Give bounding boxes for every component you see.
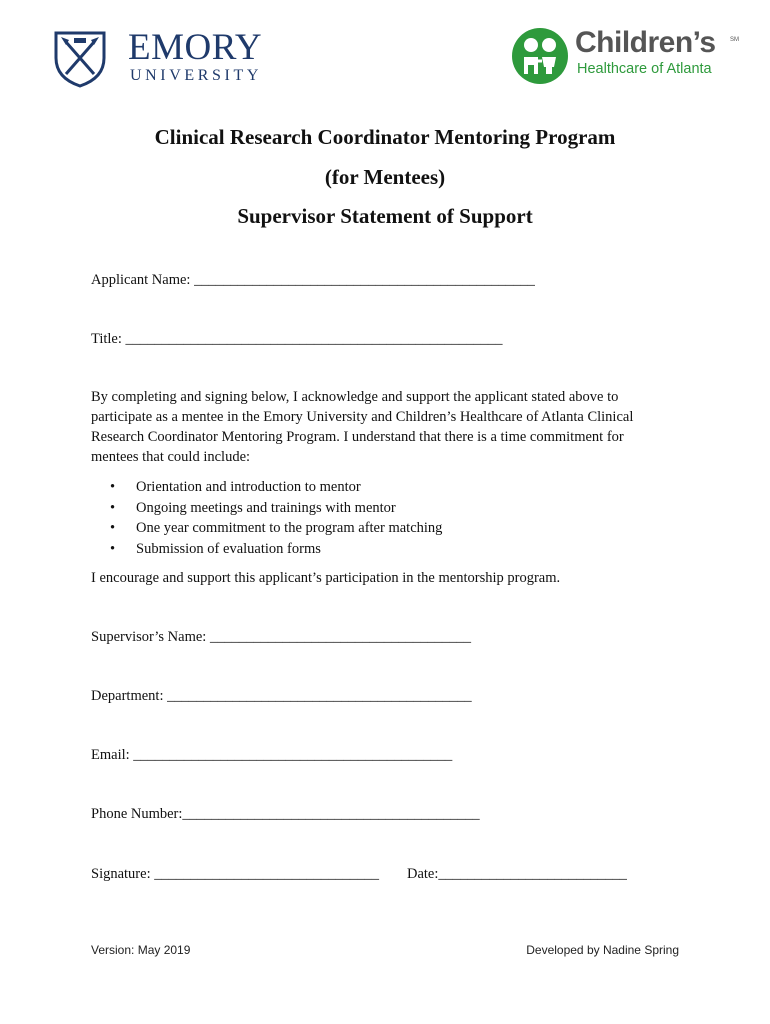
list-item: • One year commitment to the program after matching xyxy=(110,518,442,539)
footer-version: Version: May 2019 xyxy=(91,943,191,957)
childrens-logo-badge xyxy=(511,27,569,85)
phone-number-field[interactable]: Phone Number:_________________________________________ xyxy=(91,806,480,822)
emory-logo-subtitle: UNIVERSITY xyxy=(130,67,262,84)
department-field[interactable]: Department: __________________________________________ xyxy=(91,688,472,704)
list-item: • Orientation and introduction to mentor xyxy=(110,477,442,498)
commitment-list xyxy=(110,477,442,559)
document-title: Clinical Research Coordinator Mentoring Program xyxy=(154,125,616,149)
document-subtitle: (for Mentees) xyxy=(324,165,446,189)
childrens-logo-servicemark: SM xyxy=(730,37,739,43)
support-statement: I encourage and support this applicant’s participation in the mentorship program. xyxy=(91,570,561,586)
acknowledgement-paragraph: By completing and signing below, I acknowledge and support the applicant stated above to participate as a mentee in the Emory University and Children’s Healthcare of Atlanta Clinical Research Coordinator Mentoring Program. I understand that there is a time commitment for mentees that could include: xyxy=(91,389,634,465)
signature-field[interactable]: Signature: _______________________________ xyxy=(91,866,379,882)
supervisor-name-field[interactable]: Supervisor’s Name: ____________________________________ xyxy=(91,629,471,645)
list-item: • Submission of evaluation forms xyxy=(110,539,442,560)
footer-developer: Developed by Nadine Spring xyxy=(526,943,679,957)
emory-shield-logo xyxy=(52,30,108,88)
email-field[interactable]: Email: ____________________________________________ xyxy=(91,747,453,763)
document-heading: Supervisor Statement of Support xyxy=(237,204,533,228)
applicant-name-field[interactable]: Applicant Name: _______________________________________________ xyxy=(91,272,535,288)
emory-logo-wordmark: EMORY xyxy=(128,27,263,68)
list-item: • Ongoing meetings and trainings with mentor xyxy=(110,498,442,519)
date-field[interactable]: Date:__________________________ xyxy=(407,866,627,882)
childrens-logo-subtitle: Healthcare of Atlanta xyxy=(577,61,712,77)
title-field[interactable]: Title: ____________________________________________________ xyxy=(91,331,503,347)
childrens-logo-wordmark: Children’s xyxy=(575,26,716,59)
